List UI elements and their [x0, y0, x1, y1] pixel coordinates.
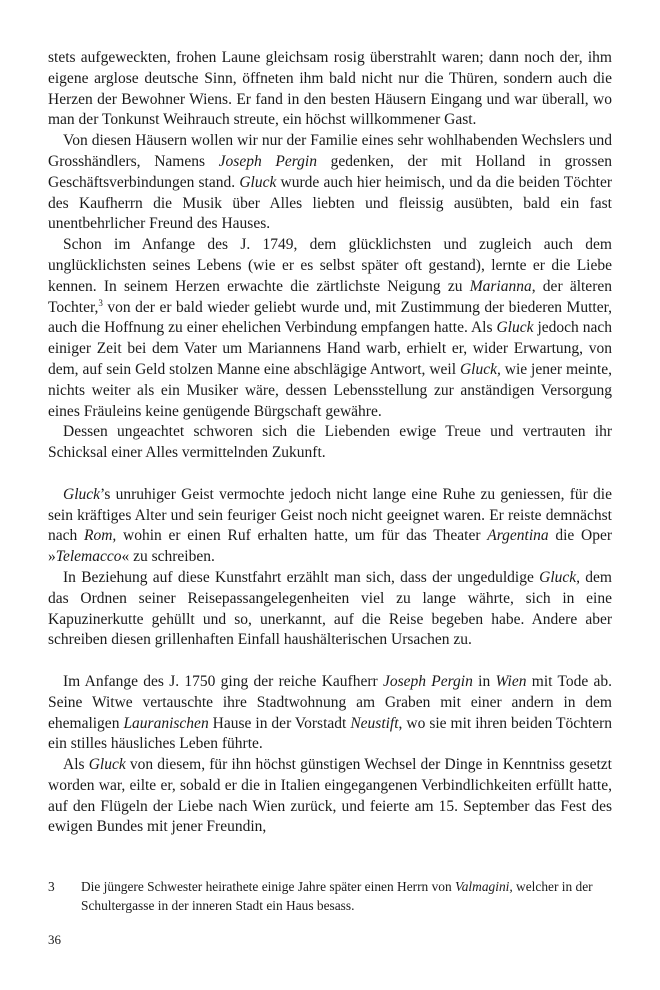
- text-run: , der älteren Tochter,: [48, 277, 612, 316]
- text-run: dem das Ordnen seiner Reisepassangelegenheiten viel zu lange währte, sich in eine Kapuzinerkutte gehüllt und so, unerkannt, auf die Reise begeben habe. Andere aber schreiben diesen grillenhaften Einfall haushälterischen Ursachen zu.: [48, 568, 612, 649]
- paragraph: [48, 235, 612, 422]
- italic-text: Argentina: [487, 527, 549, 545]
- footnote-number: 3: [48, 879, 55, 894]
- paragraph: [48, 48, 612, 131]
- italic-text: Joseph Pergin: [218, 152, 317, 170]
- paragraph: [48, 755, 612, 838]
- text-run: wie jener meinte, nichts weiter als ein Musiker wäre, dessen Lebensstellung zur anständigen Versorgung eines Fräuleins keine genügende Bürgschaft gewähre.: [48, 360, 612, 420]
- italic-text: Lauranischen: [123, 714, 209, 732]
- text-run: ’s unruhiger Geist vermochte jedoch nicht lange eine Ruhe zu geniessen, für die sein kräftiges Alter und sein feuriger Geist noch nicht geeignet waren. Er reiste demnächst nach: [48, 485, 612, 545]
- italic-text: Valmagini,: [455, 879, 513, 894]
- text-run: die Oper »: [48, 527, 613, 566]
- text-run: stets aufgeweckten, frohen Laune gleichsam rosig überstrahlt waren; dann noch der, ihm eigene arglose deutsche Sinn, öffneten ihm bald nicht nur die Thüren, sondern auch die Herzen der Bewohner Wiens. Er fand in den besten Häusern Eingang und war überall, wo man der Tonkunst Weihrauch streute, ein höchst willkommener Gast.: [48, 49, 612, 129]
- italic-text: Gluck: [63, 485, 101, 503]
- text-run: « zu schreiben.: [121, 548, 215, 566]
- text-run: jedoch nach einiger Zeit bei dem Vater um Mariannens Hand warb, erhielt er, wider Erwartung, von dem, auf sein Geld stolzen Manne eine abschlägige Antwort, weil: [48, 319, 613, 378]
- paragraph: [48, 422, 612, 464]
- italic-text: Telemacco: [55, 548, 122, 566]
- text-run: Schon im Anfange des J. 1749, dem glücklichsten und zugleich auch dem unglücklichsten seines Lebens (wie er es selbst später oft gestand), lernte er die Liebe kennen. In seinem Herzen erwachte die zärtlichste Neigung zu: [48, 236, 612, 295]
- text-run: mit Tode ab. Seine Witwe vertauschte ihre Stadtwohnung am Graben mit einer andern in dem ehemaligen: [48, 672, 612, 732]
- italic-text: Neustift: [350, 714, 399, 732]
- italic-text: Gluck: [239, 173, 277, 191]
- body-text: [48, 48, 612, 838]
- text-run: von der er bald wieder geliebt wurde und, mit Zustimmung der biederen Mutter, auch die Hoffnung zu einer ehelichen Verbindung empfangen hatte. Als: [48, 298, 612, 337]
- section-gap: [48, 464, 612, 485]
- paragraph: [48, 672, 612, 755]
- paragraph: [48, 485, 612, 568]
- text-run: Im Anfange des J. 1750 ging der reiche Kaufherr: [63, 672, 383, 690]
- italic-text: Rom,: [83, 527, 117, 545]
- text-run: Von diesen Häusern wollen wir nur der Familie eines sehr wohlhabenden Wechslers und Grosshändlers, Namens: [48, 132, 612, 170]
- italic-text: Gluck,: [539, 568, 581, 586]
- text-run: von diesem, für ihn höchst günstigen Wechsel der Dinge in Kenntniss gesetzt worden war, eilte er, sobald er die in Italien eingegangenen Verbindlichkeiten erfüllt hatte, auf den Flügeln der Liebe nach Wien zurück, und feierte am 15. September das Fest des ewigen Bundes mit jener Freundin,: [48, 756, 612, 836]
- text-run: in: [472, 672, 496, 690]
- text-run: Die jüngere Schwester heirathete einige Jahre später einen Herrn von: [81, 879, 456, 894]
- paragraph: [48, 568, 612, 651]
- italic-text: Wien: [495, 672, 527, 690]
- italic-text: Joseph Pergin: [382, 672, 473, 690]
- italic-text: Gluck: [496, 319, 534, 337]
- text-run: wurde auch hier heimisch, und da die beiden Töchter des Kaufherrn die Musik über Alles liebten und fleissig ausübten, bald ein fast unentbehrlicher Freund des Hauses.: [48, 173, 612, 233]
- footnote-text: [81, 877, 612, 915]
- italic-text: Gluck: [88, 756, 126, 774]
- paragraph: [48, 131, 612, 235]
- text-run: In Beziehung auf diese Kunstfahrt erzählt man sich, dass der ungeduldige: [63, 568, 540, 586]
- text-run: Als: [63, 756, 89, 774]
- footnote-reference: 3: [98, 297, 103, 308]
- text-run: gedenken, der mit Holland in grossen Geschäftsverbindungen stand.: [48, 152, 612, 191]
- text-run: Hause in der Vorstadt: [208, 714, 351, 732]
- footnote: [48, 877, 612, 915]
- page-number: 36: [48, 932, 61, 947]
- text-run: , wo sie mit ihren beiden Töchtern ein stilles häusliches Leben führte.: [48, 714, 612, 753]
- text-run: Dessen ungeachtet schworen sich die Liebenden ewige Treue und vertrauten ihr Schicksal einer Alles vermittelnden Zukunft.: [48, 423, 612, 462]
- text-run: wohin er einen Ruf erhalten hatte, um für das Theater: [116, 527, 488, 545]
- text-run: welcher in der Schultergasse in der inneren Stadt ein Haus besass.: [81, 879, 593, 913]
- section-gap: [48, 651, 612, 672]
- italic-text: Gluck,: [459, 360, 501, 378]
- italic-text: Marianna: [469, 277, 532, 295]
